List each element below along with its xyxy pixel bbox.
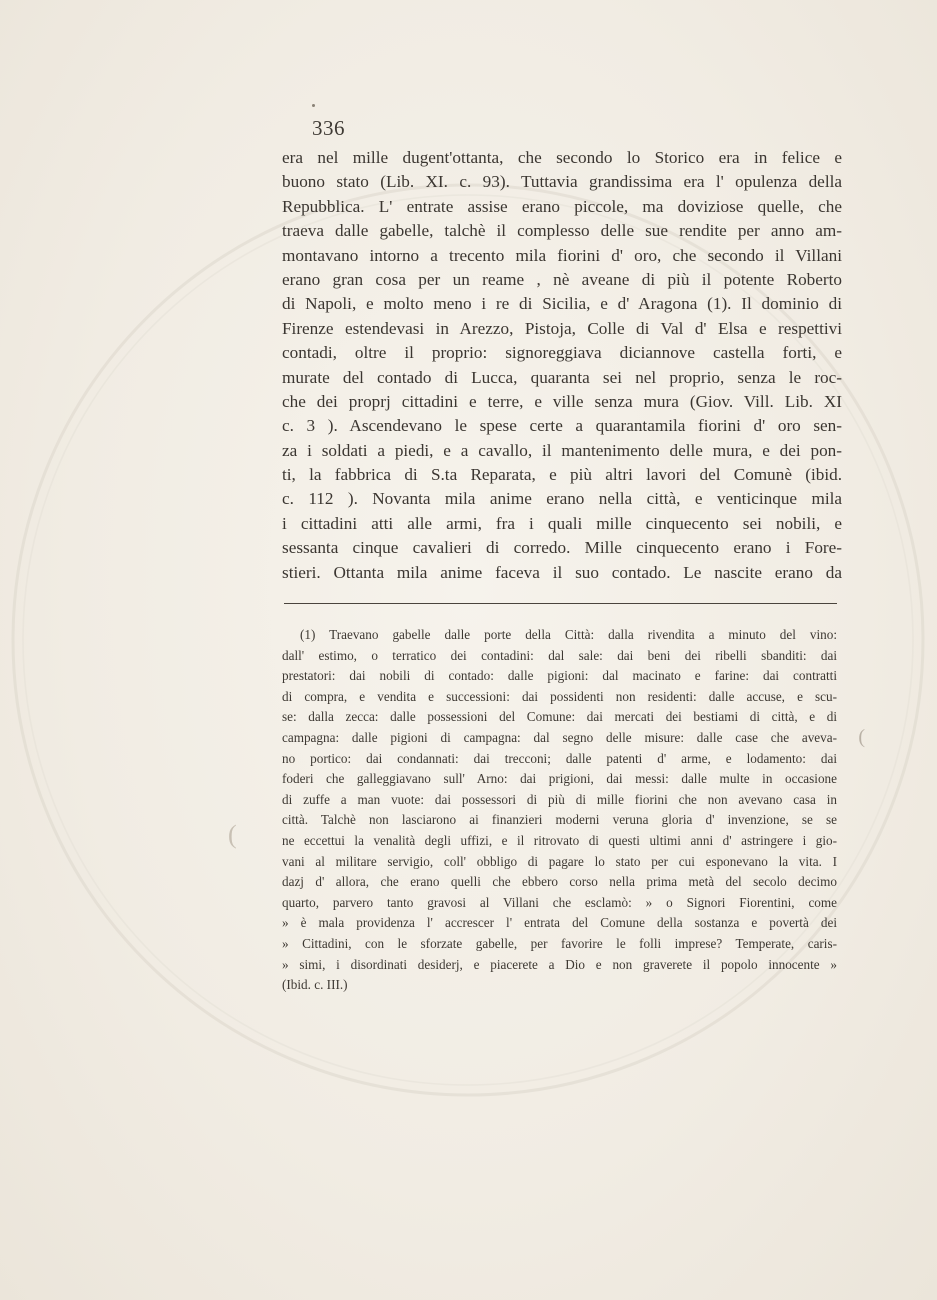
margin-paren-mark: ( xyxy=(228,820,237,849)
footnote-line: » simi, i disordinati desiderj, e piacerete a Dio e non graverete il popolo innocente » xyxy=(282,956,837,972)
footnote-line: » è mala providenza l' accrescer l' entrata del Comune della sostanza e povertà dei xyxy=(282,915,837,931)
text-line: c. 3 ). Ascendevano le spese certe a quarantamila fiorini d' oro sen- xyxy=(282,416,842,436)
text-line: sessanta cinque cavalieri di corredo. Mille cinquecento erano i Fore- xyxy=(282,538,842,558)
main-text-block xyxy=(282,146,842,585)
ink-dot xyxy=(312,104,315,107)
footnote-line: di zuffe a man vuote: dai possessori di più di mille fiorini che non avevano casa in xyxy=(282,791,837,807)
text-line: di Napoli, e molto meno i re di Sicilia, e d' Aragona (1). Il dominio di xyxy=(282,294,842,314)
footnote-line: quarto, parvero tanto gravosi al Villani che esclamò: » o Signori Fiorentini, come xyxy=(282,894,837,910)
page-number: 336 xyxy=(312,116,345,140)
footnote-line: se: dalla zecca: dalle possessioni del Comune: dai mercati dei bestiami di città, e di xyxy=(282,709,837,725)
footnote-line: dazj d' allora, che erano quelli che ebbero corso nella prima metà del secolo decimo xyxy=(282,874,837,890)
text-line: che dei proprj cittadini e terre, e ville senza mura (Giov. Vill. Lib. XI xyxy=(282,391,842,411)
footnote-line: dall' estimo, o terratico dei contadini: dal sale: dai beni dei ribelli sbanditi: dai xyxy=(282,647,837,663)
footnote-line: di compra, e vendita e successioni: dai possidenti non residenti: dalle accuse, e scu- xyxy=(282,688,837,704)
footnote-divider xyxy=(284,603,837,604)
footnote-line: vani al militare servigio, coll' obbligo di pagare lo stato per cui esponevano la vita. I xyxy=(282,853,837,869)
text-line: era nel mille dugent'ottanta, che secondo lo Storico era in felice e xyxy=(282,148,842,167)
text-line: za i soldati a piedi, e a cavallo, il mantenimento delle mura, e dei pon- xyxy=(282,440,842,460)
footnote-line: foderi che galleggiavano sull' Arno: dai prigioni, dai messi: dalle multe in occasione xyxy=(282,771,837,787)
footnote-line: prestatori: dai nobili di contado: dalle pigioni: dal macinato e farine: dai contratti xyxy=(282,668,837,684)
text-line: i cittadini atti alle armi, fra i quali mille cinquecento sei nobili, e xyxy=(282,513,842,533)
footnote-line: ne eccettui la venalità degli uffizi, e il ritrovato di questi ultimi anni d' astringere i gio- xyxy=(282,832,837,848)
footnote-line: » Cittadini, con le sforzate gabelle, per favorire le folli imprese? Temperate, caris- xyxy=(282,935,837,951)
text-line: erano gran cosa per un reame , nè aveane di più il potente Roberto xyxy=(282,269,842,289)
margin-bracket-mark: ( xyxy=(858,726,865,748)
text-line: Firenze estendevasi in Arezzo, Pistoja, Colle di Val d' Elsa e respettivi xyxy=(282,318,842,338)
text-line: murate del contado di Lucca, quaranta sei nel proprio, senza le roc- xyxy=(282,367,842,387)
footnote-line: (1) Traevano gabelle dalle porte della Città: dalla rivendita a minuto del vino: xyxy=(300,627,837,642)
text-line: c. 112 ). Novanta mila anime erano nella città, e venticinque mila xyxy=(282,489,842,509)
text-line: montavano intorno a trecento mila fiorini d' oro, che secondo il Villani xyxy=(282,245,842,265)
footnote-line: (Ibid. c. III.) xyxy=(282,977,348,993)
footnote-line: città. Talchè non lasciarono ai finanzieri moderni veruna gloria d' invenzione, se se xyxy=(282,812,837,828)
text-line: Repubblica. L' entrate assise erano piccole, ma doviziose quelle, che xyxy=(282,196,842,216)
footnote-line: campagna: dalle pigioni di campagna: dal segno delle misure: dalle case che aveva- xyxy=(282,729,837,745)
text-line: ti, la fabbrica di S.ta Reparata, e più altri lavori del Comunè (ibid. xyxy=(282,465,842,485)
text-line: traeva dalle gabelle, talchè il complesso delle sue rendite per anno am- xyxy=(282,221,842,241)
text-line: stieri. Ottanta mila anime faceva il suo contado. Le nascite erano da xyxy=(282,562,842,582)
footnote-line: no portico: dai condannati: dai trecconi; dalle patenti d' arme, e lodamento: dai xyxy=(282,750,837,766)
footnote-block xyxy=(282,625,837,996)
text-line: buono stato (Lib. XI. c. 93). Tuttavia grandissima era l' opulenza della xyxy=(282,172,842,192)
text-line: contadi, oltre il proprio: signoreggiava diciannove castella forti, e xyxy=(282,343,842,363)
